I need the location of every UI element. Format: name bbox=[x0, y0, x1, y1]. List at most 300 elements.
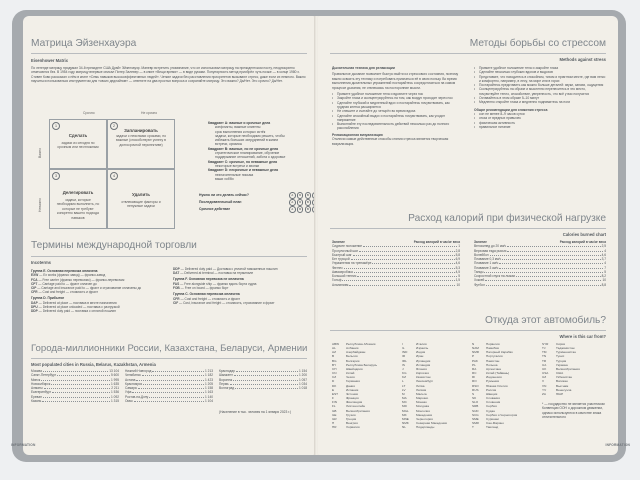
quadrant-example: встречи, кризисы bbox=[215, 142, 243, 147]
breathing-step: • Сделайте глубокий и медленный вдох и постарайтесь почувствовать, как грудная клетка расширяется bbox=[332, 101, 460, 110]
car-code: NMK bbox=[402, 420, 409, 425]
stress-left-column bbox=[332, 66, 460, 146]
calorie-row-value: 7 bbox=[604, 265, 606, 270]
option-circle[interactable]: А bbox=[289, 192, 296, 199]
calorie-row-name: Бег трусцой bbox=[332, 257, 350, 261]
car-code: RC bbox=[472, 371, 477, 376]
left-page bbox=[11, 16, 315, 455]
term-description: — Ex works (франко завод) — франко-завод bbox=[39, 273, 106, 278]
city-row-value: 1 140 bbox=[205, 394, 213, 399]
option-circle[interactable]: В bbox=[305, 206, 312, 213]
recommendation-item: • отказ от вредных привычек bbox=[474, 116, 606, 120]
calorie-row-name: Танцы bbox=[474, 269, 484, 274]
car-code: BG bbox=[332, 358, 337, 363]
city-row-value: 1 018 bbox=[299, 386, 307, 390]
car-code: H bbox=[332, 420, 335, 425]
city-row-name: Уфа bbox=[125, 390, 132, 395]
city-row-name: Москва bbox=[31, 369, 42, 373]
car-code: L bbox=[402, 379, 404, 384]
calorie-row bbox=[332, 283, 460, 287]
stress-subtitle: Methods against stress bbox=[559, 57, 606, 62]
car-country: Швеция bbox=[486, 391, 498, 396]
car-code: IL bbox=[402, 346, 405, 351]
car-country: Узбекистан bbox=[556, 375, 573, 380]
car-country: Финляндия bbox=[346, 400, 363, 405]
city-row-value: 1 034 bbox=[299, 381, 307, 386]
calorie-row-name: Сидячее положение bbox=[332, 244, 363, 249]
car-country: Ирландия bbox=[416, 358, 431, 363]
term-code: FOB bbox=[173, 286, 180, 291]
calorie-row-value: 2,5 bbox=[601, 244, 606, 249]
car-country: Мальта bbox=[416, 391, 427, 396]
city-row bbox=[219, 386, 307, 390]
title-rule bbox=[330, 330, 606, 331]
term-group-title: Группа F. Основная перевозка не оплачена bbox=[173, 277, 244, 282]
quadrant-text: задачи, которые необходимо выполнить, но которые не требуют конкретно вашего подхода навыков bbox=[56, 198, 100, 220]
city-row-value: 1 635 bbox=[111, 381, 119, 386]
car-code: RSO bbox=[472, 383, 479, 388]
city-row-name: Омск bbox=[125, 398, 133, 403]
car-code: CH bbox=[332, 366, 337, 371]
answer-label: Срочное действие bbox=[199, 207, 231, 211]
quadrant-number: 1 bbox=[52, 122, 60, 130]
calorie-row-value: 4 bbox=[604, 261, 606, 266]
calorie-row-value: 4,6 bbox=[455, 261, 460, 266]
car-code-row bbox=[472, 425, 538, 429]
term-row bbox=[173, 301, 311, 305]
car-country: Эстония bbox=[346, 391, 358, 396]
car-country: Норвегия bbox=[486, 342, 500, 346]
city-row-value: 5 600 bbox=[111, 373, 119, 378]
term-description: — Cost and freight — стоимость и фрахт bbox=[38, 290, 98, 295]
footer-label: INFORMATION bbox=[11, 443, 36, 447]
column-header: Расход калорий в час/кг веса bbox=[559, 240, 606, 244]
breathing-step: • Закройте глаза и сконцентрируйтесь на том, как воздух проходит через нос bbox=[332, 96, 460, 100]
car-code: IS bbox=[402, 362, 405, 367]
city-row-value: 1 104 bbox=[205, 398, 213, 403]
calorie-row-value: 5,3 bbox=[455, 265, 460, 270]
car-country: Нагорный Карабах bbox=[486, 350, 513, 355]
car-code: P bbox=[472, 354, 475, 359]
car-code: SRB bbox=[472, 404, 479, 409]
city-row-value: 1 213 bbox=[205, 369, 213, 373]
car-country: Словения bbox=[486, 400, 501, 405]
car-country: Черногория bbox=[416, 416, 433, 421]
term-row bbox=[173, 271, 311, 275]
calorie-row-name: Прогулочный шаг bbox=[332, 248, 358, 253]
quadrant-text: отвлекающие факторы и ненужные задачи bbox=[121, 200, 161, 209]
calorie-row-value: 5 bbox=[604, 269, 606, 274]
car-code: CN bbox=[332, 371, 337, 376]
car-country: Великобритания bbox=[556, 366, 580, 371]
car-country: Монако bbox=[416, 400, 427, 405]
term-description: — Cost and freight — стоимость и фрахт bbox=[180, 296, 240, 301]
car-code: VN bbox=[542, 383, 547, 388]
car-code: KZ bbox=[402, 375, 406, 380]
quadrant-example: незначительные письма bbox=[215, 172, 254, 177]
car-code: NAM bbox=[472, 346, 479, 351]
trade-terms-left bbox=[31, 267, 163, 313]
car-code: SUD bbox=[472, 408, 479, 413]
answer-row bbox=[199, 200, 319, 204]
city-row-name: Пермь bbox=[219, 381, 229, 386]
cars-subtitle: Where is this car from? bbox=[559, 334, 606, 339]
city-row-name: Минск bbox=[31, 377, 41, 382]
visualization-step: • Сделайте несколько глубоких вдохов и выдохов bbox=[474, 70, 606, 74]
car-code: USA bbox=[542, 371, 549, 376]
car-country: Литва bbox=[416, 383, 425, 388]
calorie-row-value: 8,8 bbox=[601, 282, 606, 287]
term-description: — Carriage and insurance paid to — фрахт и страхование оплачены до bbox=[37, 286, 142, 291]
term-description: — Delivered at place — поставка в месте назначения bbox=[38, 300, 117, 305]
car-country: Израиль bbox=[416, 346, 429, 351]
city-row-value: 1 315 bbox=[111, 398, 119, 403]
option-circle[interactable]: В bbox=[305, 199, 312, 206]
quadrant-number: 3 bbox=[52, 172, 60, 180]
term-code: DDP bbox=[31, 309, 38, 314]
term-description: — Delivered duty paid — Доставка с уплатой таможенных пошлин bbox=[180, 267, 278, 271]
answer-row bbox=[199, 193, 319, 197]
term-code: DDP bbox=[173, 267, 180, 271]
title-rule bbox=[31, 53, 307, 54]
car-code: N bbox=[472, 342, 475, 346]
calorie-row-name: Волейбол bbox=[474, 252, 489, 257]
car-code: NMR bbox=[472, 350, 480, 355]
car-country: Китай bbox=[346, 371, 355, 376]
quadrant-text: задачи из сегодня по срочным или неотложным bbox=[57, 141, 99, 150]
city-row-value: 1 057 bbox=[299, 377, 307, 382]
right-page bbox=[318, 16, 630, 455]
car-country: Болгария bbox=[346, 358, 360, 363]
city-row-value: 1 154 bbox=[299, 369, 307, 373]
quadrant-title: Сделать bbox=[68, 133, 88, 138]
quadrant-example: некоторые встречи и звонки bbox=[215, 163, 260, 168]
cities-subtitle: Most populated cities in Russia, Belarus, Kazakhstan, Armenia bbox=[31, 362, 156, 367]
option-circle[interactable]: В bbox=[305, 192, 312, 199]
car-country: Греция bbox=[346, 416, 357, 421]
breathing-title: Дыхательная техника для релаксации bbox=[332, 66, 395, 70]
car-codes-column-1 bbox=[332, 342, 398, 429]
car-country: Словакия bbox=[486, 396, 500, 401]
city-row-value: 1 995 bbox=[111, 377, 119, 382]
car-code: MD bbox=[402, 404, 407, 409]
calorie-row-value: 3,7 bbox=[601, 257, 606, 261]
calorie-row-name: Плавание 1 км/ч bbox=[474, 261, 499, 266]
car-code: IND bbox=[402, 350, 408, 355]
quadrant-title: Удалить bbox=[131, 192, 151, 197]
car-code: B bbox=[332, 354, 335, 359]
car-country: Тунис bbox=[556, 354, 565, 359]
car-code: T bbox=[472, 425, 474, 430]
calorie-row-value: 2,8 bbox=[455, 248, 460, 253]
car-code: ABW bbox=[332, 342, 340, 346]
car-country: Россия bbox=[486, 387, 497, 392]
city-row-value: 1 200 bbox=[299, 373, 307, 378]
car-code: TJ bbox=[542, 346, 546, 351]
city-row-value: 1 536 bbox=[111, 390, 119, 395]
car-code: AZ bbox=[332, 350, 336, 355]
cities-column-1 bbox=[31, 369, 119, 403]
visualization-step: • Оставайтесь в этом образе 5–10 минут bbox=[474, 96, 606, 100]
term-row bbox=[31, 290, 163, 294]
calorie-row-name: Аквааэробика bbox=[332, 269, 353, 274]
car-code: BY bbox=[332, 362, 337, 367]
car-country: Бельгия bbox=[346, 354, 358, 359]
car-country: Италия bbox=[416, 342, 427, 346]
title-rule bbox=[31, 256, 307, 257]
car-country: Монголия bbox=[416, 408, 430, 413]
calories-right bbox=[474, 240, 606, 287]
car-code: IR bbox=[402, 354, 406, 359]
car-country: Франция bbox=[346, 396, 359, 401]
quadrant-example: конфликты, важные клиенты bbox=[215, 125, 261, 130]
term-group-title: Группа D. Прибытие bbox=[31, 296, 65, 301]
quadrant-title: Запланировать bbox=[124, 128, 158, 133]
city-row-name: Самара bbox=[125, 386, 137, 390]
stress-right-column bbox=[474, 66, 606, 129]
city-row-value: 1 182 bbox=[205, 373, 213, 378]
car-code-row bbox=[402, 425, 468, 429]
car-code: FIN bbox=[332, 400, 337, 405]
car-code: KG bbox=[402, 371, 407, 376]
calorie-row-name: Быстрый шаг bbox=[332, 252, 352, 257]
breathing-step: • Выполняйте эту последовательность действий несколько раз до полного расслабления bbox=[332, 122, 460, 131]
calories-left bbox=[332, 240, 460, 287]
car-country: Сербия bbox=[486, 404, 497, 409]
car-code: MGL bbox=[402, 408, 409, 413]
quadrant-heading: Квадрант D: несрочные и неважные дела bbox=[208, 168, 278, 173]
car-code: TM bbox=[542, 350, 547, 355]
car-country: Казахстан bbox=[416, 375, 431, 380]
option-circle[interactable]: Б bbox=[297, 206, 304, 213]
car-code: MK bbox=[402, 412, 407, 417]
calorie-row-value: 1,5 bbox=[455, 278, 460, 283]
city-row-name: Волгоград bbox=[219, 386, 235, 390]
answer-label: Последовательный план bbox=[199, 200, 242, 204]
car-code: I bbox=[402, 342, 403, 346]
car-country: Япония bbox=[416, 366, 427, 371]
car-country: Дания bbox=[346, 383, 355, 388]
car-code: GB bbox=[332, 408, 337, 413]
calorie-row-name: Фитнес bbox=[332, 265, 343, 270]
car-code-row bbox=[542, 392, 606, 396]
city-row-name: Ереван bbox=[31, 394, 42, 399]
quadrant-example: задачи, которые необходимо решить, чтобы bbox=[215, 133, 285, 138]
quadrant-number: 4 bbox=[110, 172, 118, 180]
city-row-name: Астана bbox=[125, 377, 136, 382]
car-code: V bbox=[542, 379, 545, 384]
option-circle[interactable]: А bbox=[289, 206, 296, 213]
city-row-name: Красноярск bbox=[125, 381, 143, 386]
title-rule bbox=[330, 228, 606, 229]
option-circle[interactable]: Б bbox=[297, 199, 304, 206]
term-code: CFR bbox=[173, 296, 180, 301]
term-code: CPT bbox=[31, 281, 38, 286]
car-code: SCG bbox=[472, 412, 479, 417]
car-country: Хорватия bbox=[346, 425, 360, 430]
car-country: Иран bbox=[416, 354, 424, 359]
quadrant-heading: Квадрант В: важные, но не срочные дела bbox=[208, 146, 279, 151]
car-code: PL bbox=[472, 362, 476, 367]
car-country: Лихтенштейн bbox=[346, 404, 366, 409]
calories-title: Расход калорий при физической нагрузке bbox=[408, 213, 606, 224]
car-code: PAK bbox=[472, 358, 478, 363]
breathing-text: Правильное дыхание позволяет быстро выйти из стрессового состояния, поэтому важно освоить эту технику и потребовать признаться её в свою пользу. Во время выполнения дыхательных упражнений постарайтесь сосредоточиться на самом процессе дыхания, не отвлекаясь на посторонние мысли. bbox=[332, 72, 459, 90]
car-country: Индонезия bbox=[486, 375, 502, 380]
calorie-row bbox=[474, 283, 606, 287]
calorie-row-value: 8,2 bbox=[601, 274, 606, 278]
car-country: Сирия bbox=[556, 342, 566, 346]
visualization-title: Релаксационная визуализация bbox=[332, 132, 383, 137]
car-code: SMR bbox=[472, 420, 479, 425]
breathing-step: • Примите удобное положение тела и вдохните через нос bbox=[332, 92, 460, 96]
calorie-row-name: Плавание 0,3 км/ч bbox=[474, 257, 502, 261]
car-country: Венгрия bbox=[346, 420, 358, 425]
trade-title: Термины международной торговли bbox=[31, 240, 197, 251]
visualization-text: Отключи самые действенные способы снятия стресса является творческая визуализация. bbox=[332, 137, 449, 146]
term-code: CFR bbox=[31, 290, 38, 295]
car-codes-column-2 bbox=[402, 342, 468, 429]
term-code: DPU bbox=[31, 305, 38, 310]
term-code: EXW bbox=[31, 273, 39, 278]
term-description: — Free carrier (франко перевозчик) — франко-перевозчик bbox=[38, 277, 125, 282]
car-country: Вьетнам bbox=[556, 383, 569, 388]
eisenhower-intro: По легенде матрицу придумал 34-й президент США Дуайт Эйзенхауэр. Маневр встретить упоминание, что он использовал матрицу на президентском посту, неоднократно отмечаются без. В 1954 году матрицу впервые описал Питер Залевер — в книге «Вещи время» — в виде руками. Популярность метод приобрёл чуть позже — в конце 1980 х. Стивен Кови рассказал о нём в книге «Семь навыков высокоэффективных людей». Четкие задачи без расставления приоритетов вызывают стресс, даже если их немного. Важно научиться пользоваться инструментом для «своих дедлайнов» — ответите на два простых вопроса и сохраняйте матрицу. Это важно? Да/Нет. Это срочно? Да/Нет. bbox=[31, 66, 306, 84]
row-important-label: Важно bbox=[38, 147, 42, 158]
city-row-name: Екатеринбург bbox=[31, 390, 52, 395]
cities-column-2 bbox=[125, 369, 213, 403]
car-code: IRL bbox=[402, 358, 407, 363]
calorie-row-value: 1 bbox=[458, 244, 460, 249]
calorie-row-name: Велосипед до 20 км/ч bbox=[474, 244, 507, 249]
calorie-row-value: 5,8 bbox=[455, 252, 460, 257]
term-code: FAS bbox=[173, 281, 180, 286]
city-row-name: Воронеж bbox=[219, 377, 233, 382]
eisenhower-title: Матрица Эйзенхауэра bbox=[31, 38, 137, 49]
car-country: Испания bbox=[346, 387, 359, 392]
car-country: Сан-Марино bbox=[486, 420, 504, 425]
city-row bbox=[31, 399, 119, 403]
calorie-row-name: Верховая езда рысью bbox=[474, 248, 507, 253]
term-row bbox=[173, 286, 311, 290]
car-country: Германия bbox=[346, 379, 360, 384]
calorie-row-name: Плавание 3 км/ч bbox=[474, 265, 499, 270]
car-country: Латвия bbox=[416, 387, 427, 392]
car-code: DK bbox=[332, 383, 337, 388]
car-code: LV bbox=[402, 387, 406, 392]
city-row-value: 1 205 bbox=[205, 381, 213, 386]
city-row-name: Шымкент bbox=[219, 373, 233, 378]
footer-label: INFORMATION bbox=[605, 443, 630, 447]
term-description: — Delivered at place unloaded — поставка с разгрузкой bbox=[38, 305, 120, 310]
option-circle[interactable]: А bbox=[289, 199, 296, 206]
car-code: ZA bbox=[542, 391, 546, 396]
car-code: UA bbox=[542, 362, 547, 367]
term-group-title: Группа E. Основная перевозка оплачена bbox=[31, 269, 98, 273]
term-description: — Cost, insurance and freight — стоимость, страхование и фрахт bbox=[179, 300, 275, 305]
column-header: Занятие bbox=[474, 240, 487, 244]
calorie-row-value: 10 bbox=[602, 278, 606, 283]
car-codes-column-3 bbox=[472, 342, 538, 429]
city-row bbox=[125, 399, 213, 403]
car-code: YV bbox=[542, 387, 547, 392]
trade-subtitle: Incoterms bbox=[31, 260, 52, 265]
car-country: Марокко bbox=[416, 396, 429, 401]
car-code: RUS bbox=[472, 387, 479, 392]
car-code: SLO bbox=[472, 400, 479, 405]
term-row bbox=[31, 309, 163, 313]
col-urgent-label: Срочно bbox=[83, 111, 95, 115]
car-code: UZ bbox=[542, 375, 547, 380]
quadrant-title: Делегировать bbox=[62, 190, 94, 195]
car-country: Азербайджан bbox=[346, 350, 366, 355]
city-row-name: Казань bbox=[31, 398, 42, 403]
quadrant-plan bbox=[107, 119, 175, 169]
calorie-row-value: 4 bbox=[604, 248, 606, 253]
quadrant-heading: Квадрант С: срочные, но неважные дела bbox=[208, 159, 278, 164]
car-code: AL bbox=[332, 346, 336, 351]
city-row-name: Санкт-Петербург bbox=[31, 373, 56, 378]
car-country: Сербия и Черногория bbox=[486, 412, 518, 417]
quadrant-example: срок выполнения которых истёк bbox=[215, 129, 266, 134]
car-code: CZ bbox=[332, 375, 337, 380]
car-country: Португалия bbox=[486, 354, 503, 359]
row-not-important-label: Неважно bbox=[38, 197, 42, 212]
term-description: — Free alongside ship — франко вдоль борта судна bbox=[180, 281, 257, 286]
car-country: Индия bbox=[416, 350, 426, 355]
car-code: MA bbox=[402, 396, 407, 401]
car-country: Украина bbox=[556, 362, 568, 367]
car-country: Македония bbox=[416, 412, 433, 417]
recommendation-item: • сон не менее 8–9 часов сутки bbox=[474, 112, 606, 116]
car-country: Туркменистан bbox=[556, 350, 576, 355]
visualization-step: • Представьте, что находитесь в спокойном, тихом и приятном месте, где вам легко и комфортно, например, в лесу, на море или в горах bbox=[474, 75, 606, 84]
term-description: — Delivered at terminal — поставка на терминале bbox=[180, 271, 254, 276]
recommendations-title: Общие рекомендации для снижения стресса bbox=[474, 107, 548, 112]
calorie-row-name: Альпинизм bbox=[332, 282, 349, 287]
term-code: FCA bbox=[31, 277, 38, 282]
calorie-row-name: Скоростной спуск на лыжах bbox=[474, 274, 516, 278]
city-row-name: Челябинск bbox=[125, 373, 141, 378]
car-code: TN bbox=[542, 354, 547, 359]
car-code: RO bbox=[472, 379, 477, 384]
car-code: J bbox=[402, 366, 404, 371]
cities-title: Города-миллионники России, Казахстана, Беларуси, Армении bbox=[31, 343, 308, 354]
city-row-value: 1 163 bbox=[205, 390, 213, 395]
car-code: SME bbox=[472, 416, 479, 421]
quadrant-number: 2 bbox=[110, 122, 118, 130]
city-row-value: 1 092 bbox=[111, 394, 119, 399]
visualization-step: • Постарайтесь представить как можно больше деталей: звуки, запахи, ощущения bbox=[474, 83, 606, 87]
quadrant-example: стратегическое планирование, обучение bbox=[215, 151, 280, 156]
car-country: Турция bbox=[556, 358, 567, 363]
quadrant-example: избежать больших затруднений в жизни bbox=[215, 138, 279, 143]
term-code: CIF bbox=[173, 300, 179, 305]
term-description: — Carriage paid to — фрахт оплачен до bbox=[38, 281, 97, 286]
calorie-row-name: Хоккей bbox=[474, 278, 485, 283]
term-group-title: Группа C. Основная перевозка оплачена bbox=[173, 292, 240, 297]
car-code: RA bbox=[472, 366, 477, 371]
car-country: Люксембург bbox=[416, 379, 434, 384]
term-code: CIP bbox=[31, 286, 37, 291]
car-country: Южная Осетия bbox=[486, 383, 508, 388]
car-country: Пакистан bbox=[486, 358, 500, 363]
car-country: Северная Македония bbox=[416, 420, 447, 425]
option-circle[interactable]: Б bbox=[297, 192, 304, 199]
breathing-step: • Сделайте спокойный выдох и постарайтесь почувствовать, как уходит напряжение bbox=[332, 114, 460, 123]
answer-row bbox=[199, 207, 319, 211]
title-rule bbox=[31, 358, 307, 359]
